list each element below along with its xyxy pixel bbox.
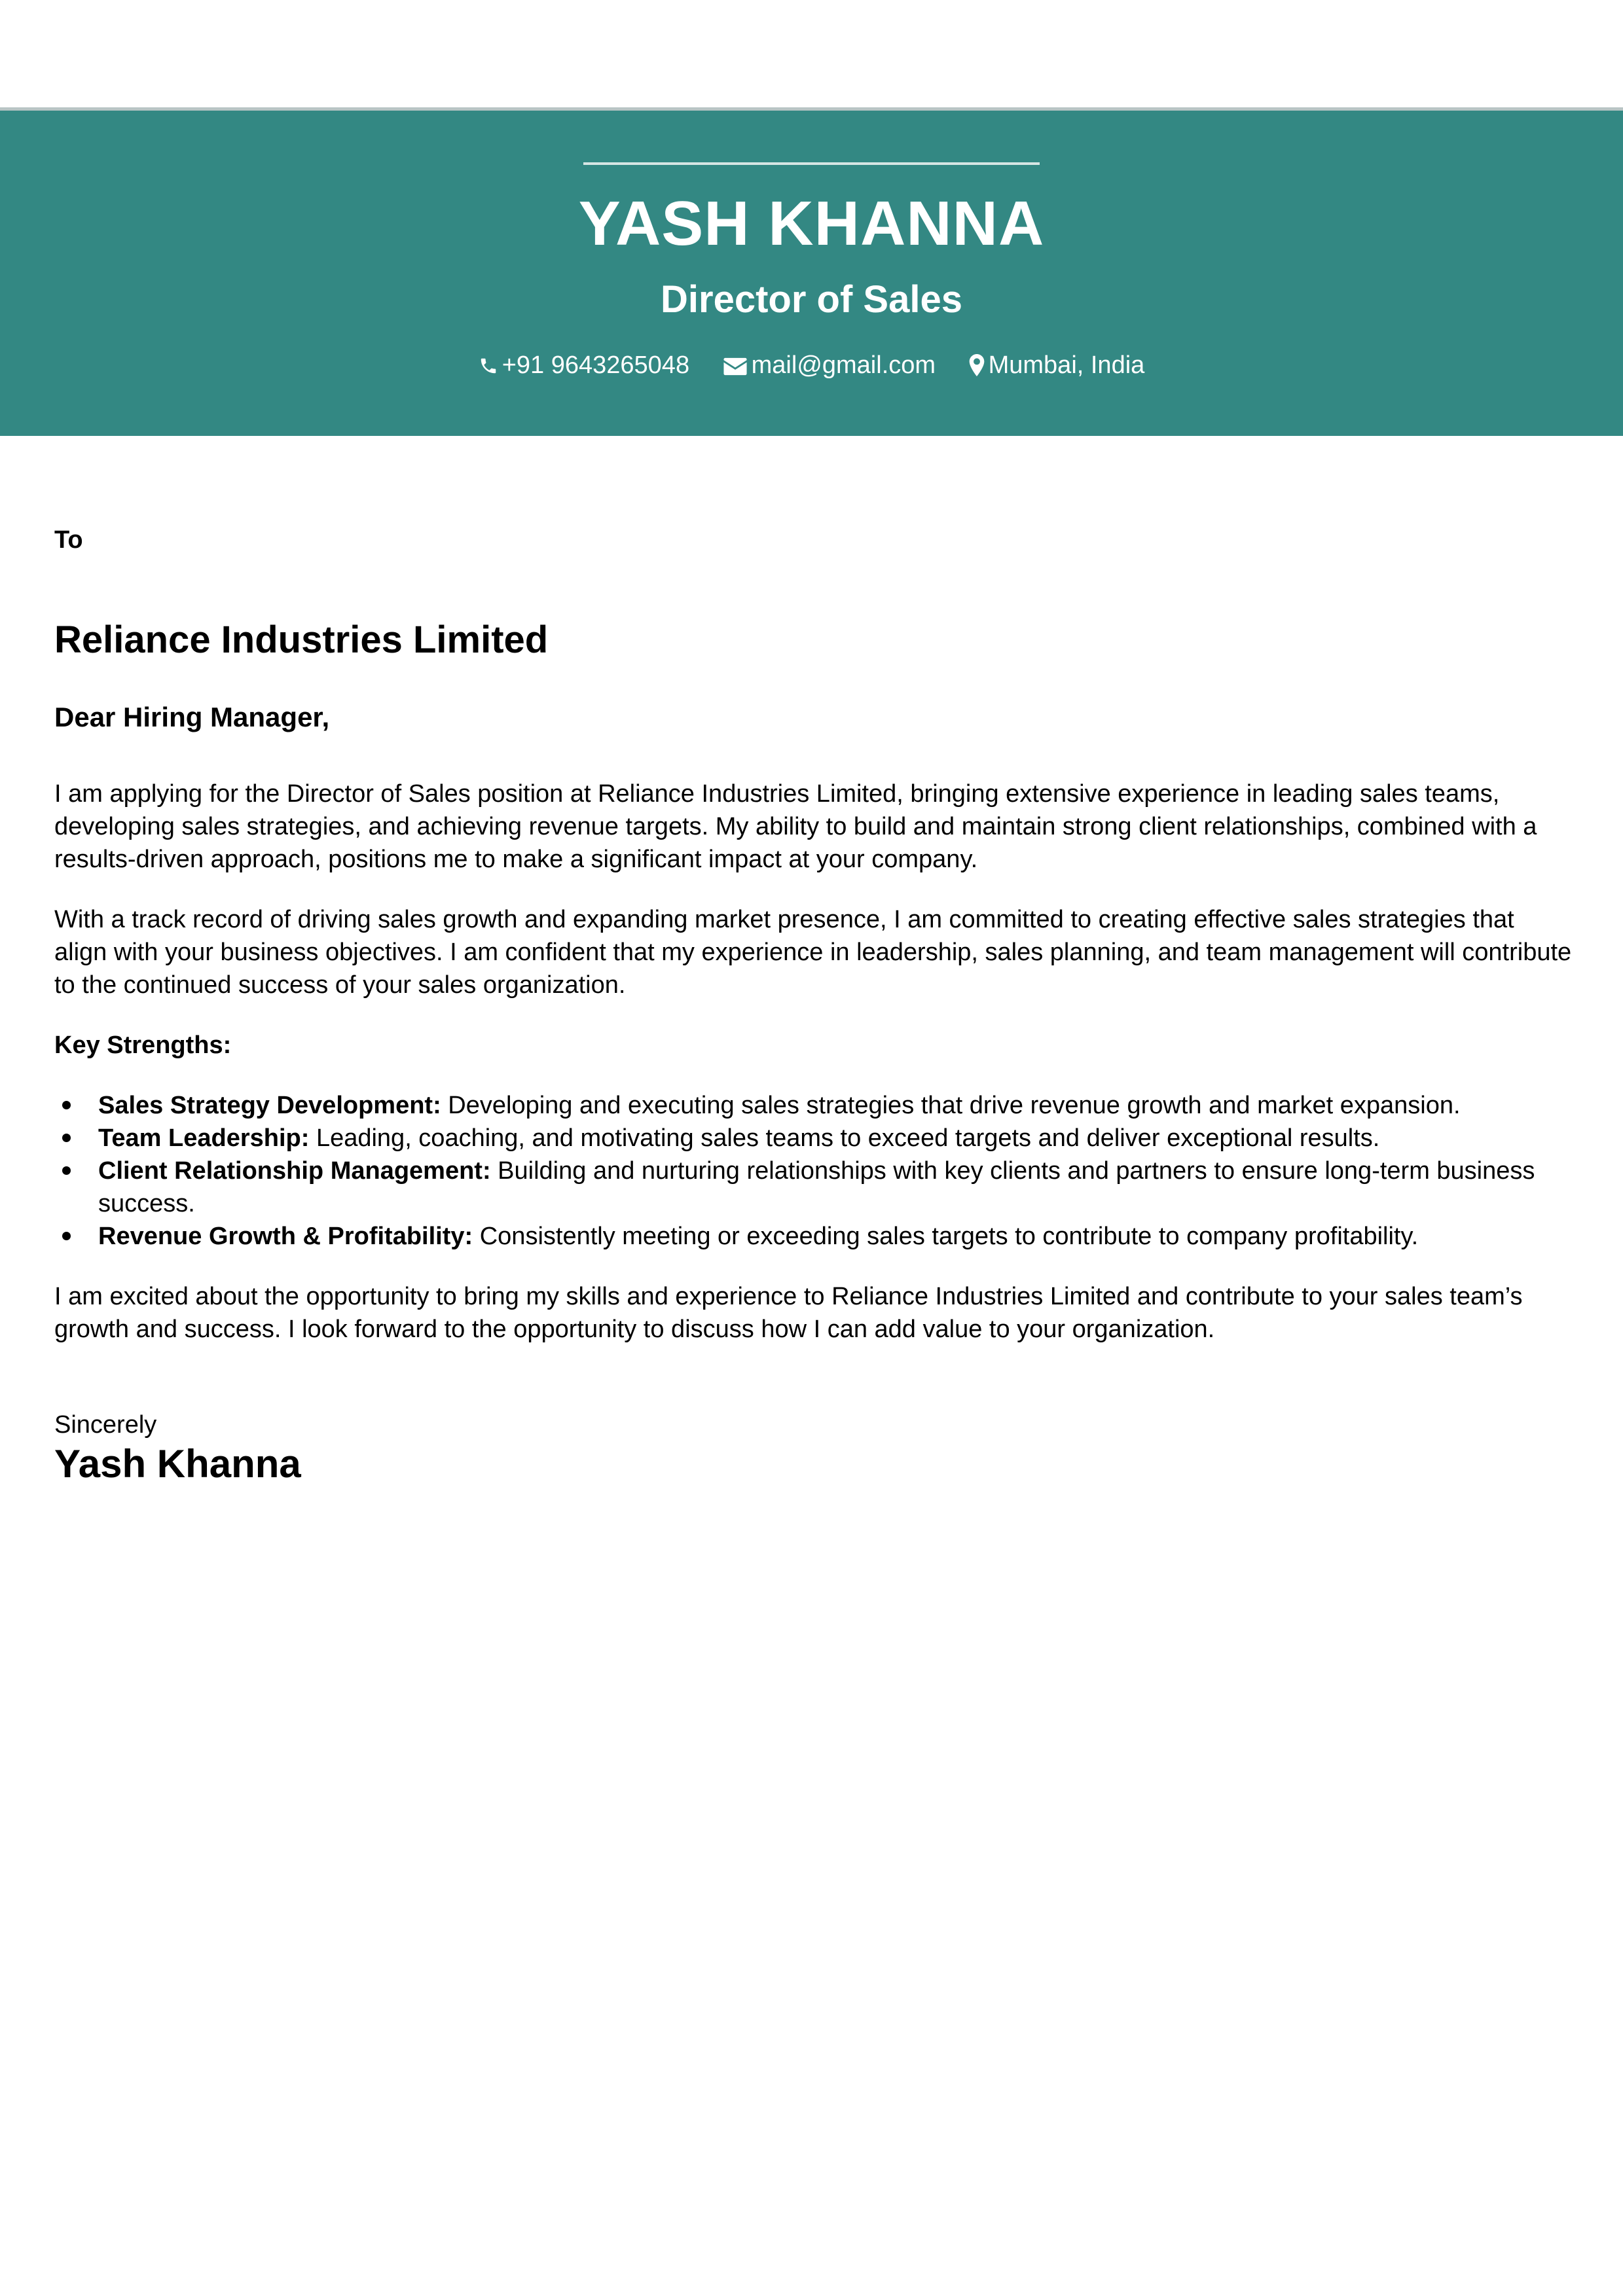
list-item [54,1155,1573,1220]
contact-phone [479,349,689,382]
body-paragraph-1: I am applying for the Director of Sales position at Reliance Industries Limited, bringing extensive experience in leading sales teams, developing sales strategies, and achieving revenue targets. My ability to build and maintain strong client relationships, combined with a results-driven approach, positions me to make a significant impact at your company. [54,780,1537,873]
phone-icon [479,355,498,376]
strength-description: Developing and executing sales strategies that drive revenue growth and market expansion. [441,1092,1461,1119]
list-item [54,1122,1573,1155]
contact-location-text: Mumbai, India [988,351,1145,379]
key-strengths-list [54,1089,1573,1253]
recipient-company: Reliance Industries Limited [54,619,549,661]
bullet-icon [62,1101,71,1109]
contact-location [969,349,1145,382]
contact-email [723,349,936,382]
envelope-icon [723,357,748,376]
contact-info [0,348,1623,382]
to-label: To [54,526,83,554]
contact-email-text: mail@gmail.com [751,351,936,379]
header-accent-line [583,162,1040,165]
strength-name: Client Relationship Management: [98,1157,491,1185]
bullet-icon [62,1166,71,1175]
strength-name: Team Leadership: [98,1124,310,1152]
salutation: Dear Hiring Manager, [54,702,330,732]
contact-phone-text: +91 9643265048 [501,351,690,379]
key-strengths-heading: Key Strengths: [54,1031,232,1059]
map-marker-icon [969,354,985,376]
strength-description: Building and nurturing relationships with key clients and partners to ensure long-term business success. [98,1157,1535,1217]
strength-name: Revenue Growth & Profitability: [98,1223,473,1250]
bullet-icon [62,1134,71,1142]
job-title: Director of Sales [661,278,962,321]
strength-name: Sales Strategy Development: [98,1092,441,1119]
body-paragraph-2: With a track record of driving sales growth and expanding market presence, I am committed to creating effective sales strategies that align with your business objectives. I am confident that my experience in leadership, sales planning, and team management will contribute to the continued success of your sales organization. [54,906,1572,999]
closing: Sincerely [54,1411,157,1439]
list-item [54,1220,1573,1253]
header-banner [0,111,1623,436]
list-item [54,1089,1573,1122]
applicant-name: YASH KHANNA [578,188,1045,259]
bullet-icon [62,1232,71,1240]
strength-description: Consistently meeting or exceeding sales targets to contribute to company profitability. [473,1223,1419,1250]
strength-description: Leading, coaching, and motivating sales teams to exceed targets and deliver exceptional results. [309,1124,1380,1152]
signature-name: Yash Khanna [54,1442,301,1486]
letter-body [54,524,1573,1487]
closing-paragraph: I am excited about the opportunity to bring my skills and experience to Reliance Industries Limited and contribute to your sales team’s growth and success. I look forward to the opportunity to discuss how I can add value to your organization. [54,1283,1523,1343]
